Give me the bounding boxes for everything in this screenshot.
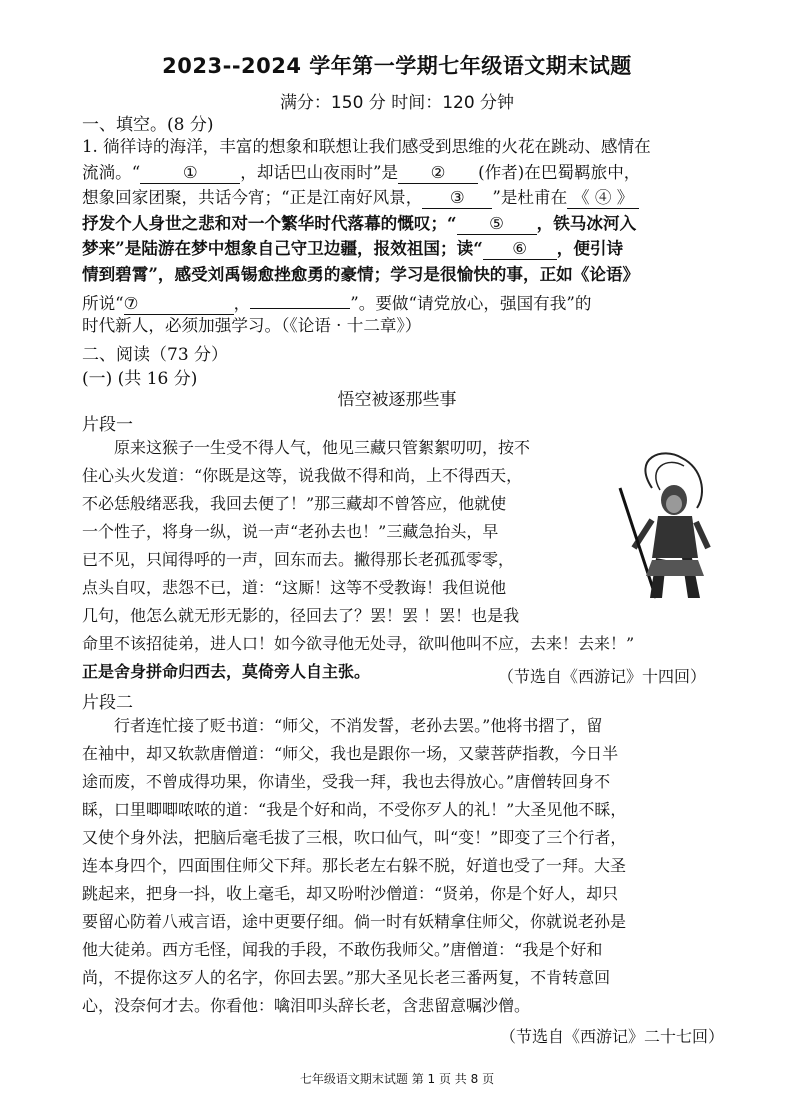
blank-7b[interactable] (250, 288, 350, 309)
section-heading-reading: 二、阅读（73 分） (82, 345, 229, 365)
text-line: 行者连忙接了贬书道：“师父，不消发誓，老孙去罢。”他将书摺了，留 (114, 716, 603, 735)
text-line: 几句，他怎么就无形无影的，径回去了？罢！罢 ！罢！也是我 (82, 606, 520, 625)
text-line: 一个性子，将身一纵，说一声“老孙去也！”三藏急抬头，早 (82, 522, 499, 541)
text-line: 时代新人，必须加强学习。（《论语 · 十二章》） (82, 316, 422, 336)
text-line: 原来这猴子一生受不得人气，他见三藏只管絮絮叨叨，按不 (114, 438, 531, 457)
blank-4[interactable]: 《 ④ 》 (567, 188, 639, 209)
page-title: 2023--2024 学年第一学期七年级语文期末试题 (162, 54, 632, 78)
text-line: 1. 徜徉诗的海洋，丰富的想象和联想让我们感受到思维的火花在跳动、感情在 (82, 137, 651, 156)
text-line: 途而废，不曾成得功果，你请坐，受我一拜，我也去得放心。”唐僧转回身不 (82, 772, 611, 791)
text-line: 他大徒弟。西方毛怪，闻我的手段，不敢伤我师父。”唐僧道：“我是个好和 (82, 940, 603, 959)
blank-1[interactable]: ① (140, 163, 240, 184)
page-footer: 七年级语文期末试题 第 1 页 共 8 页 (299, 1072, 495, 1086)
blank-2[interactable]: ② (398, 163, 478, 184)
text-line: 睬，口里唧唧哝哝的道：“我是个好和尚，不受你歹人的礼！”大圣见他不睬， (82, 800, 627, 819)
subsection-heading: (一) (共 16 分) (82, 369, 198, 389)
text-line: 想象回家团聚，共话今宵；“正是江南好风景， ③ ”是杜甫在 《 ④ 》 (82, 185, 722, 211)
text-line: 不必恁般绪恶我，我回去便了！”那三藏却不曾答应，他就使 (82, 494, 507, 513)
text-line: 已不见，只闻得呼的一声，回东而去。撇得那长老孤孤零零， (82, 550, 515, 569)
text-line: 要留心防着八戒言语，途中更要仔细。倘一时有妖精拿住师父，你就说老孙是 (82, 912, 627, 931)
text-line: 流淌。“ ① ，却话巴山夜雨时”是 ② (作者)在巴蜀羁旅中， (82, 162, 641, 182)
fragment-2-source: （节选自《西游记》二十七回） (499, 1027, 724, 1046)
text-line: 又使个身外法，把脑后毫毛拔了三根，吹口仙气，叫“变！”即变了三个行者， (82, 828, 627, 847)
text-line: 正是舍身拼命归西去，莫倚旁人自主张。 (82, 662, 371, 681)
article-title: 悟空被逐那些事 (337, 390, 457, 410)
text-line: 住心头火发道：“你既是这等，说我做不得和尚，上不得西天， (82, 466, 523, 485)
score-time: 满分：150 分 时间：120 分钟 (279, 93, 515, 113)
fragment-1-source: （节选自《西游记》十四回） (497, 667, 706, 686)
text-line: 跳起来，把身一抖，收上毫毛，却又吩咐沙僧道：“贤弟，你是个好人，却只 (82, 884, 619, 903)
blank-6[interactable]: ⑥ (483, 239, 557, 260)
text-line: 尚，不提你这歹人的名字，你回去罢。”那大圣见长老三番两复，不肯转意回 (82, 968, 611, 987)
text-line: 情到碧霄”，感受刘禹锡愈挫愈勇的豪情；学习是很愉快的事，正如《论语》 (82, 263, 640, 284)
blank-3[interactable]: ③ (422, 188, 492, 209)
fragment-1-text (82, 434, 634, 686)
text-line: 点头自叹，悲怨不已，道：“这厮！这等不受教诲！我但说他 (82, 578, 507, 597)
text-line: 在袖中，却又软款唐僧道：“师父，我也是跟你一场，又蒙菩萨指教，今日半 (82, 744, 619, 763)
fill-paragraph (82, 134, 722, 339)
text-line: 命里不该招徒弟，进人口！如今欲寻他无处寻，欲叫他叫不应，去来！去来！” (82, 634, 635, 653)
monkey-king-icon (612, 448, 724, 608)
blank-5[interactable]: ⑤ (457, 214, 537, 235)
fragment-1-label: 片段一 (82, 415, 133, 435)
text-line: 梦来”是陆游在梦中想象自己守卫边疆，报效祖国；读“ ⑥ ，便引诗 (82, 238, 624, 259)
blank-7a[interactable]: ⑦ (124, 294, 234, 315)
text-line: 所说“⑦ ， ”。要做“请党放心，强国有我”的 (82, 288, 722, 314)
text-line: 连本身四个，四面围住师父下拜。那长老左右躲不脱，好道也受了一拜。大圣 (82, 856, 627, 875)
fragment-2-text (82, 712, 626, 1020)
fragment-2-label: 片段二 (82, 693, 133, 713)
section-heading-fill: 一、填空。(8 分) (82, 115, 214, 135)
text-line: 心，没奈何才去。你看他：噙泪叩头辞长老，含悲留意嘱沙僧。 (82, 996, 531, 1015)
text-line: 抒发个人身世之悲和对一个繁华时代落幕的慨叹；“ ⑤ ，铁马冰河入 (82, 212, 637, 233)
